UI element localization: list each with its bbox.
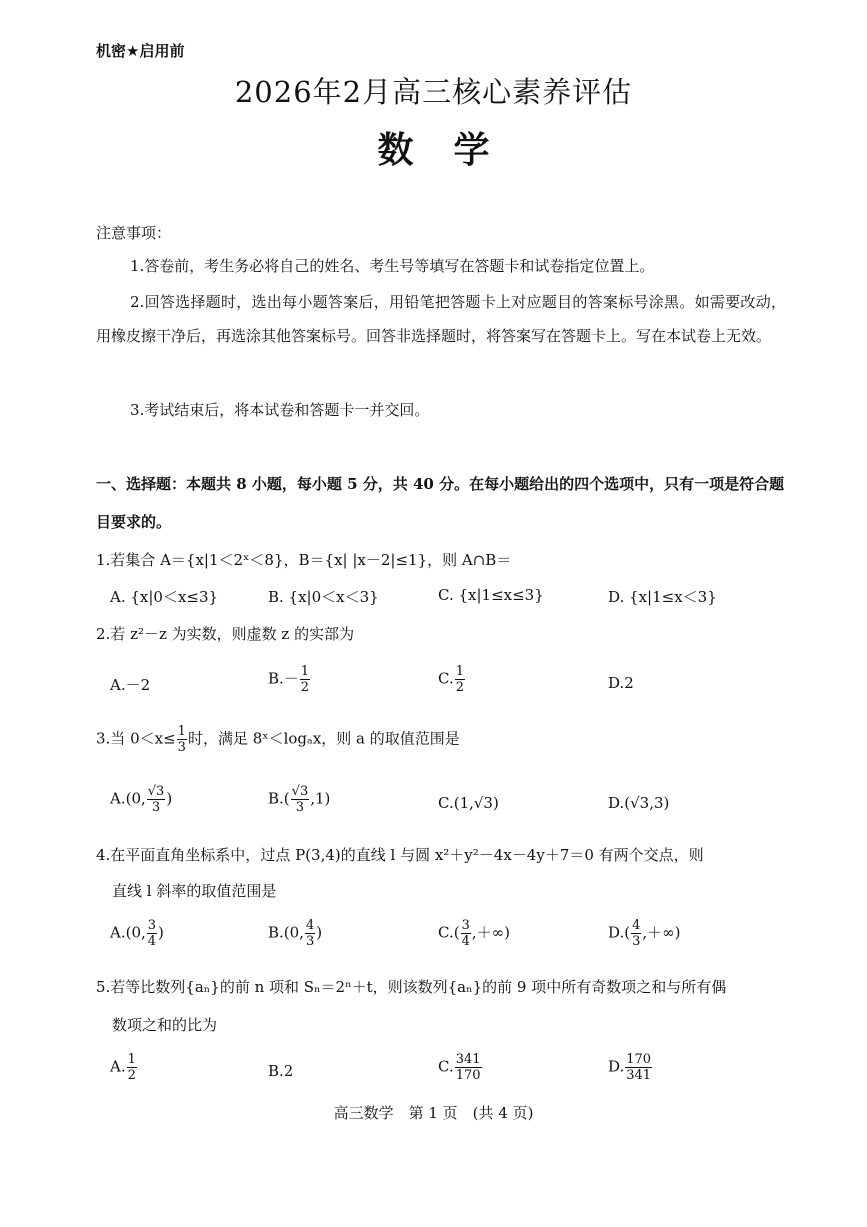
note-item-2: 2.回答选择题时，选出每小题答案后，用铅笔把答题卡上对应题目的答案标号涂黑。如需要改动，用橡皮擦干净后，再选涂其他答案标号。回答非选择题时，将答案写在答题卡上。写在本试卷上无效。 bbox=[96, 293, 786, 345]
note-item-3: 3.考试结束后，将本试卷和答题卡一并交回。 bbox=[130, 401, 430, 419]
note-item-1: 1.答卷前，考生务必将自己的姓名、考生号等填写在答题卡和试卷指定位置上。 bbox=[130, 257, 655, 275]
q5-a-numerator: 1 bbox=[127, 1052, 136, 1067]
q2-option-c bbox=[438, 664, 466, 695]
q4-d-post: ,＋∞) bbox=[642, 923, 681, 942]
q4-option-d bbox=[608, 918, 681, 949]
q4-c-denominator: 4 bbox=[461, 934, 470, 949]
q4-c-numerator: 3 bbox=[461, 918, 470, 933]
section-heading-text: 一、选择题：本题共 8 小题，每小题 5 分，共 40 分。在每小题给出的四个选项中，只有一项是符合题目要求的。 bbox=[96, 475, 785, 531]
q3-a-pre: A.(0, bbox=[110, 789, 146, 808]
q5-option-c bbox=[438, 1052, 483, 1083]
q4-c-fraction bbox=[461, 918, 471, 949]
q2-option-b-fraction bbox=[300, 664, 310, 695]
q2-option-b bbox=[268, 664, 311, 695]
q2-option-a: A.－2 bbox=[110, 676, 151, 694]
q4-a-post: ) bbox=[158, 923, 164, 942]
q4-option-c bbox=[438, 918, 510, 949]
q5-option-a bbox=[110, 1052, 138, 1083]
q4-d-pre: D.( bbox=[608, 923, 631, 942]
subject-title: 数学 bbox=[377, 130, 530, 171]
q1-option-a: A. {x|0＜x≤3} bbox=[110, 588, 219, 606]
q3-stem-numerator: 1 bbox=[177, 724, 186, 739]
q4-d-numerator: 4 bbox=[632, 918, 641, 933]
question-4-stem-line2: 直线 l 斜率的取值范围是 bbox=[112, 882, 277, 900]
question-4-stem-line1: 4.在平面直角坐标系中，过点 P(3,4)的直线 l 与圆 x²＋y²－4x－4y＋7＝0 有两个交点，则 bbox=[96, 846, 704, 864]
q4-a-pre: A.(0, bbox=[110, 923, 146, 942]
q4-a-fraction bbox=[147, 918, 157, 949]
q5-c-pre: C. bbox=[438, 1057, 454, 1076]
q3-a-post: ) bbox=[166, 789, 173, 808]
q4-b-denominator: 3 bbox=[305, 934, 315, 949]
q4-a-numerator: 3 bbox=[147, 918, 157, 933]
q2-c-numerator: 1 bbox=[455, 664, 464, 679]
q2-option-c-prefix: C. bbox=[438, 669, 454, 688]
q3-stem-fraction bbox=[177, 724, 187, 755]
q5-option-d bbox=[608, 1052, 653, 1083]
q2-option-c-fraction bbox=[455, 664, 465, 695]
section-heading bbox=[96, 465, 786, 541]
q2-c-denominator: 2 bbox=[455, 680, 464, 695]
q3-option-c: C.(1,√3) bbox=[438, 794, 499, 812]
q5-d-numerator: 170 bbox=[626, 1052, 652, 1067]
q5-d-fraction bbox=[625, 1052, 652, 1083]
q3-b-numerator: √3 bbox=[291, 784, 309, 799]
q4-b-numerator: 4 bbox=[305, 918, 315, 933]
q3-option-b bbox=[268, 784, 330, 815]
q2-b-denominator: 2 bbox=[300, 680, 310, 695]
q4-d-fraction bbox=[631, 918, 641, 949]
exam-title: 2026年2月高三核心素养评估 bbox=[234, 75, 633, 109]
q5-option-b: B.2 bbox=[268, 1062, 294, 1080]
q1-option-d: D. {x|1≤x＜3} bbox=[608, 588, 717, 606]
confidential-label: 机密★启用前 bbox=[96, 42, 185, 60]
q5-c-numerator: 341 bbox=[455, 1052, 481, 1067]
q5-d-pre: D. bbox=[608, 1057, 625, 1076]
q3-stem-post: 时，满足 8ˣ＜logₐx，则 a 的取值范围是 bbox=[187, 729, 460, 748]
q4-a-denominator: 4 bbox=[147, 934, 157, 949]
q5-c-fraction bbox=[455, 1052, 482, 1083]
q3-b-denominator: 3 bbox=[295, 800, 305, 815]
question-3-stem bbox=[96, 724, 460, 755]
notes-heading: 注意事项： bbox=[96, 224, 172, 242]
q3-b-fraction bbox=[291, 784, 310, 815]
q3-stem-pre: 3.当 0＜x≤ bbox=[96, 729, 176, 748]
q4-option-a bbox=[110, 918, 164, 949]
q5-a-denominator: 2 bbox=[127, 1068, 136, 1083]
q5-a-fraction bbox=[127, 1052, 137, 1083]
q3-option-a bbox=[110, 784, 172, 815]
q3-a-numerator: √3 bbox=[147, 784, 165, 799]
q2-option-d: D.2 bbox=[608, 674, 634, 692]
q2-option-b-prefix: B.－ bbox=[268, 669, 299, 688]
q4-d-denominator: 3 bbox=[632, 934, 641, 949]
q4-c-pre: C.( bbox=[438, 923, 460, 942]
q1-option-b: B. {x|0＜x＜3} bbox=[268, 588, 379, 606]
q3-a-denominator: 3 bbox=[151, 800, 161, 815]
q4-b-pre: B.(0, bbox=[268, 923, 304, 942]
q3-a-fraction bbox=[147, 784, 166, 815]
q5-d-denominator: 341 bbox=[626, 1068, 652, 1083]
q3-option-d: D.(√3,3) bbox=[608, 794, 670, 812]
q2-b-numerator: 1 bbox=[300, 664, 310, 679]
question-2-stem: 2.若 z²－z 为实数，则虚数 z 的实部为 bbox=[96, 625, 355, 643]
question-5-stem-line1: 5.若等比数列{aₙ}的前 n 项和 Sₙ＝2ⁿ＋t，则该数列{aₙ}的前 9 项中所有奇数项之和与所有偶 bbox=[96, 978, 727, 996]
q3-stem-denominator: 3 bbox=[177, 740, 186, 755]
q1-option-c: C. {x|1≤x≤3} bbox=[438, 586, 544, 604]
q4-b-fraction bbox=[305, 918, 315, 949]
question-1-stem: 1.若集合 A＝{x|1＜2ˣ＜8}，B＝{x| |x－2|≤1}，则 A∩B＝ bbox=[96, 551, 512, 569]
q5-a-pre: A. bbox=[110, 1057, 126, 1076]
q4-option-b bbox=[268, 918, 322, 949]
q4-b-post: ) bbox=[316, 923, 323, 942]
page-footer: 高三数学 第 1 页 (共 4 页) bbox=[333, 1104, 534, 1122]
question-5-stem-line2: 数项之和的比为 bbox=[112, 1016, 218, 1034]
q3-b-pre: B.( bbox=[268, 789, 290, 808]
q4-c-post: ,＋∞) bbox=[471, 923, 510, 942]
q5-c-denominator: 170 bbox=[455, 1068, 481, 1083]
q3-b-post: ,1) bbox=[310, 789, 331, 808]
